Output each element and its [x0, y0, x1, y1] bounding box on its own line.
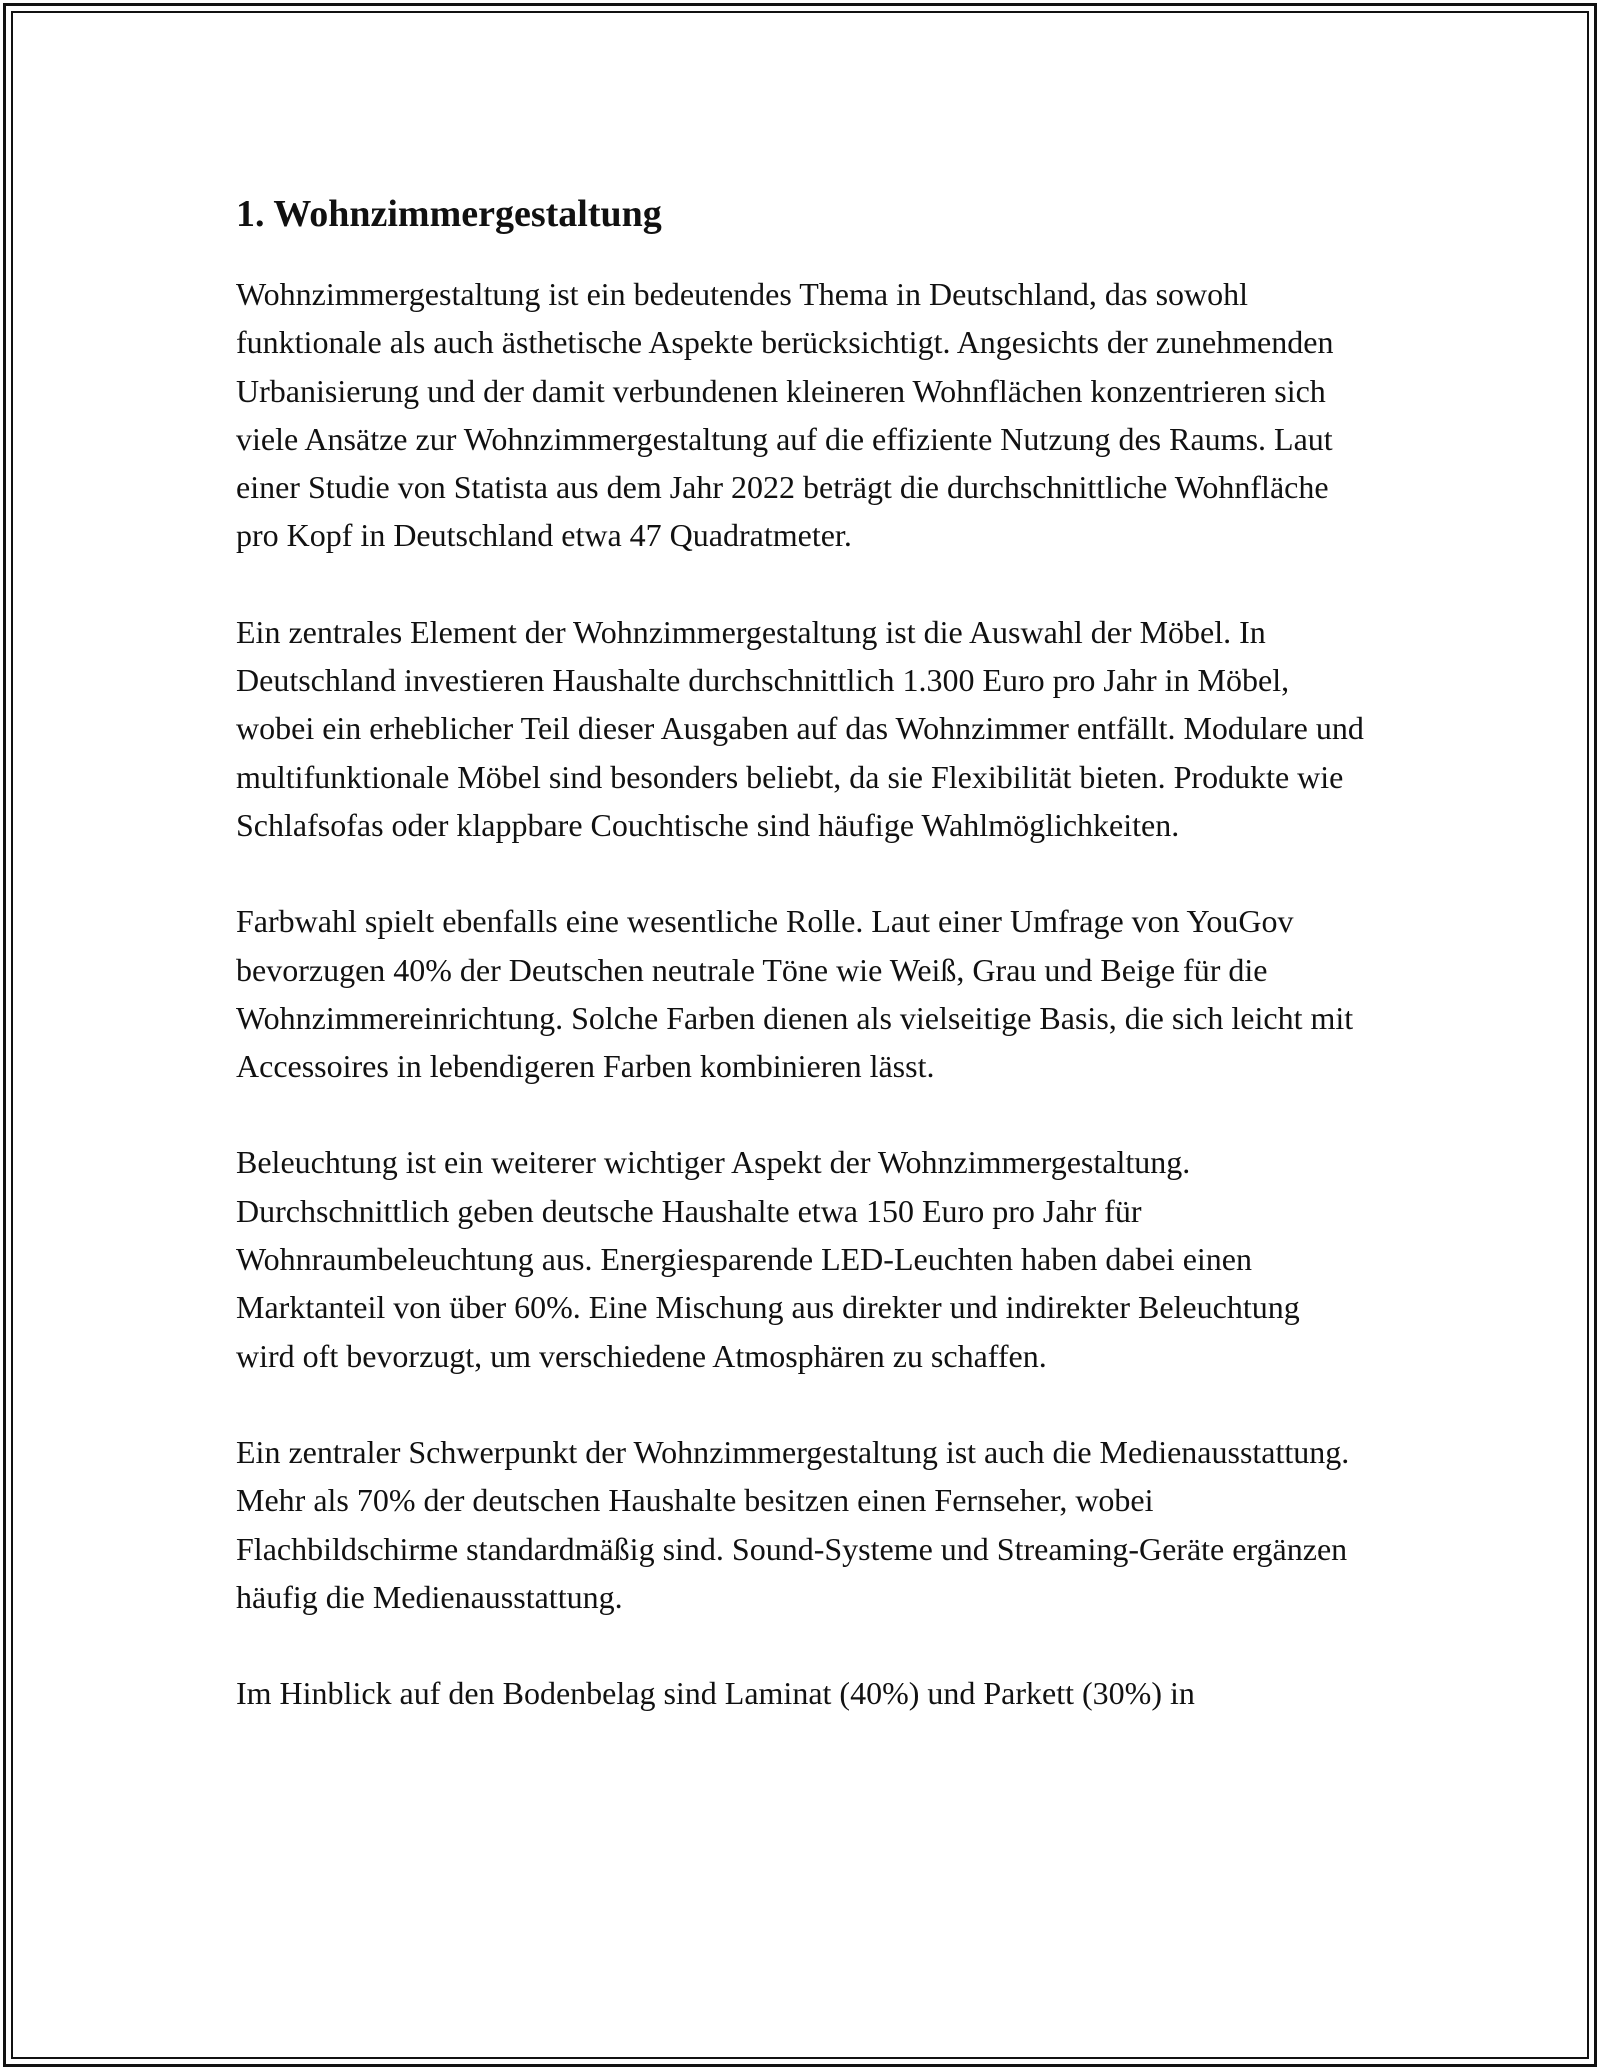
paragraph-intro: Wohnzimmergestaltung ist ein bedeutendes Thema in Deutschland, das sowohl funktionale als auch ästhetische Aspekte berücksichtigt. Angesichts der zunehmenden Urbanisierung und der damit verbundenen kleineren Wohnflächen konzentrieren sich viele Ansätze zur Wohnzimmergestaltung auf die effiziente Nutzung des Raums. Laut einer Studie von Statista aus dem Jahr 2022 beträgt die durchschnittliche Wohnfläche pro Kopf in Deutschland etwa 47 Quadratmeter. [236, 276, 1334, 554]
paragraph-furniture: Ein zentrales Element der Wohnzimmergestaltung ist die Auswahl der Möbel. In Deutschland investieren Haushalte durchschnittlich 1.300 Euro pro Jahr in Möbel, wobei ein erheblicher Teil dieser Ausgaben auf das Wohnzimmer entfällt. Modulare und multifunktionale Möbel sind besonders beliebt, da sie Flexibilität bieten. Produkte wie Schlafsofas oder klappbare Couchtische sind häufige Wahlmöglichkeiten. [236, 613, 1364, 843]
paragraph-colors: Farbwahl spielt ebenfalls eine wesentliche Rolle. Laut einer Umfrage von YouGov bevorzugen 40% der Deutschen neutrale Töne wie Weiß, Grau und Beige für die Wohnzimmereinrichtung. Solche Farben dienen als vielseitige Basis, die sich leicht mit Accessoires in lebendigeren Farben kombinieren lässt. [236, 903, 1354, 1085]
paragraph-lighting: Beleuchtung ist ein weiterer wichtiger Aspekt der Wohnzimmergestaltung. Durchschnittlich geben deutsche Haushalte etwa 150 Euro pro Jahr für Wohnraumbeleuchtung aus. Energiesparende LED-Leuchten haben dabei einen Marktanteil von über 60%. Eine Mischung aus direkter und indirekter Beleuchtung wird oft bevorzugt, um verschiedene Atmosphären zu schaffen. [236, 1144, 1300, 1374]
paragraph-media: Ein zentraler Schwerpunkt der Wohnzimmergestaltung ist auch die Medienausstattung. Mehr als 70% der deutschen Haushalte besitzen einen Fernseher, wobei Flachbildschirme standardmäßig sind. Sound-Systeme und Streaming-Geräte ergänzen häufig die Medienausstattung. [236, 1433, 1350, 1615]
section-heading: 1. Wohnzimmergestaltung [236, 193, 662, 235]
document-body [236, 186, 1366, 1765]
paragraph-flooring: Im Hinblick auf den Bodenbelag sind Laminat (40%) und Parkett (30%) in [236, 1675, 1195, 1712]
